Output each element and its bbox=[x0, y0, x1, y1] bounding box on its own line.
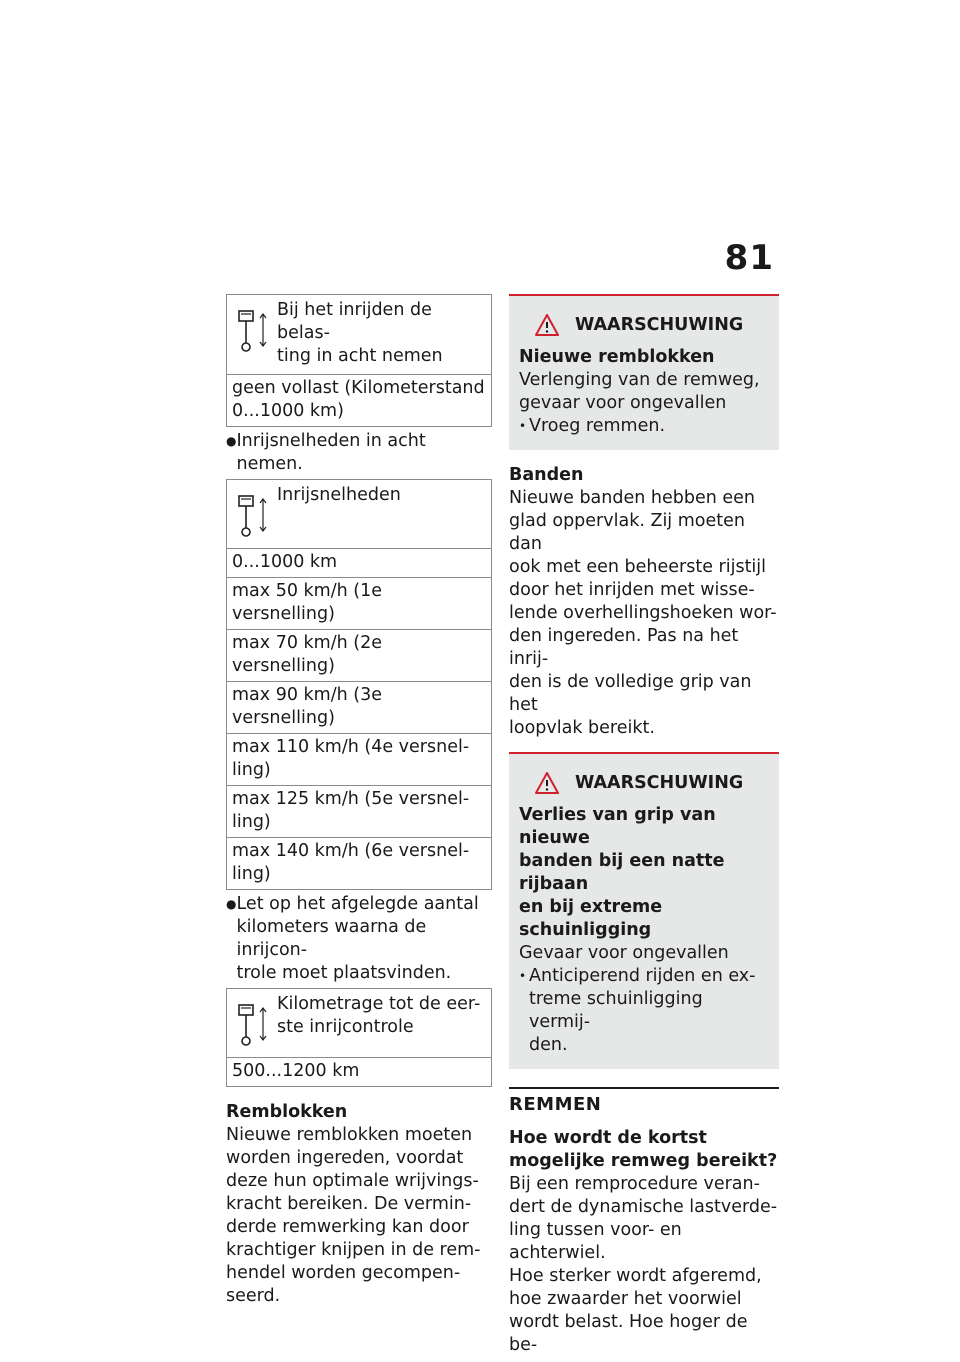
text-line: krachtiger knijpen in de rem- bbox=[226, 1240, 481, 1260]
box-row: max 90 km/h (3e versnelling) bbox=[227, 681, 491, 733]
bullet-line: trole moet plaatsvinden. bbox=[236, 963, 452, 983]
bullet-line: Anticiperend rijden en ex- bbox=[529, 966, 756, 986]
text-line: hendel worden gecompen- bbox=[226, 1263, 461, 1283]
warning-label: WAARSCHUWING bbox=[575, 773, 744, 793]
box-row-line: max 140 km/h (6e versnel- bbox=[232, 841, 470, 861]
text-line: Nieuwe remblokken moeten bbox=[226, 1125, 473, 1145]
text-line: lende overhellingshoeken wor- bbox=[509, 603, 777, 623]
text-line: Nieuwe banden hebben een bbox=[509, 488, 756, 508]
text-line: deze hun optimale wrijvings- bbox=[226, 1171, 479, 1191]
text-line: door het inrijden met wisse- bbox=[509, 580, 755, 600]
text-line: hoe zwaarder het voorwiel bbox=[509, 1289, 742, 1309]
warning-triangle-icon bbox=[535, 314, 559, 336]
text-line: loopvlak bereikt. bbox=[509, 718, 655, 738]
first-inspection-box bbox=[226, 988, 492, 1087]
text-line: den ingereden. Pas na het inrij- bbox=[509, 626, 739, 669]
bullet-line: kilometers waarna de inrijcon- bbox=[236, 917, 427, 960]
box-row bbox=[227, 785, 491, 837]
box-heading-line: ste inrijcontrole bbox=[277, 1017, 414, 1037]
box-row bbox=[227, 374, 491, 426]
box-row bbox=[227, 733, 491, 785]
warning-title-line: Verlies van grip van nieuwe bbox=[519, 805, 716, 848]
warning-title: Nieuwe remblokken bbox=[519, 347, 715, 367]
warning-text: Verlenging van de remweg, bbox=[519, 370, 760, 390]
warning-title-line: en bij extreme schuinligging bbox=[519, 897, 663, 940]
subsection-title-line: mogelijke remweg bereikt? bbox=[509, 1151, 778, 1171]
warning-text: gevaar voor ongevallen bbox=[519, 393, 727, 413]
bullet-text bbox=[236, 893, 492, 985]
text-line: wordt belast. Hoe hoger de be- bbox=[509, 1312, 748, 1355]
bullet-item bbox=[226, 893, 492, 985]
box-heading-line: ting in acht nemen bbox=[277, 346, 443, 366]
bullet-line: treme schuinligging vermij- bbox=[529, 989, 703, 1032]
text-line: den is de volledige grip van het bbox=[509, 672, 752, 715]
text-line: ook met een beheerste rijstijl bbox=[509, 557, 767, 577]
piston-icon bbox=[233, 490, 273, 542]
bullet-dot: • bbox=[519, 969, 527, 983]
bullet-dot: • bbox=[519, 419, 527, 433]
piston-icon bbox=[233, 305, 273, 357]
bullet-line: Let op het afgelegde aantal bbox=[236, 894, 479, 914]
box-row-line: max 110 km/h (4e versnel- bbox=[232, 737, 470, 757]
warning-triangle-icon bbox=[535, 772, 559, 794]
text-line: dert de dynamische lastverde- bbox=[509, 1197, 778, 1217]
box-heading-line: Kilometrage tot de eer- bbox=[277, 994, 481, 1014]
spacer bbox=[226, 1087, 492, 1101]
text-line: seerd. bbox=[226, 1286, 281, 1306]
piston-icon bbox=[233, 999, 273, 1051]
text-line: worden ingereden, voordat bbox=[226, 1148, 464, 1168]
warning-box-tyre-grip bbox=[509, 752, 779, 1069]
box-row: 500...1200 km bbox=[227, 1057, 491, 1086]
box-heading: Inrijsnelheden bbox=[277, 485, 401, 505]
bullet-text bbox=[529, 965, 769, 1057]
bullet-dot: ● bbox=[226, 897, 237, 911]
box-row: max 50 km/h (1e versnelling) bbox=[227, 577, 491, 629]
box-row-line: 0...1000 km) bbox=[232, 401, 344, 421]
bullet-dot: ● bbox=[226, 434, 237, 448]
text-line: ling tussen voor- en achterwiel. bbox=[509, 1220, 682, 1263]
running-in-load-box bbox=[226, 294, 492, 427]
tyres-paragraph bbox=[509, 487, 779, 740]
box-row-line: max 125 km/h (5e versnel- bbox=[232, 789, 470, 809]
box-row bbox=[227, 837, 491, 889]
warning-text: Gevaar voor ongevallen bbox=[519, 943, 729, 963]
subsection-title bbox=[509, 1127, 779, 1173]
text-line: glad oppervlak. Zij moeten dan bbox=[509, 511, 745, 554]
bullet-item bbox=[519, 415, 769, 438]
bullet-line: den. bbox=[529, 1035, 568, 1055]
warning-title-line: banden bij een natte rijbaan bbox=[519, 851, 725, 894]
bullet-item bbox=[519, 965, 769, 1057]
warning-label: WAARSCHUWING bbox=[575, 315, 744, 335]
box-row-line: ling) bbox=[232, 864, 271, 884]
right-column bbox=[509, 294, 779, 1357]
tyres-heading: Banden bbox=[509, 465, 584, 485]
bullet-text: Vroeg remmen. bbox=[529, 416, 666, 436]
box-row: max 70 km/h (2e versnelling) bbox=[227, 629, 491, 681]
brake-pads-heading: Remblokken bbox=[226, 1102, 348, 1122]
warning-box-brake-pads bbox=[509, 294, 779, 450]
box-row-line: ling) bbox=[232, 812, 271, 832]
section-divider bbox=[509, 1087, 779, 1117]
text-line: Hoe sterker wordt afgeremd, bbox=[509, 1266, 762, 1286]
text-line: kracht bereiken. De vermin- bbox=[226, 1194, 472, 1214]
bullet-item bbox=[226, 430, 492, 476]
section-title: REMMEN bbox=[509, 1094, 602, 1115]
box-row-line: geen vollast (Kilometerstand bbox=[232, 378, 485, 398]
text-line: derde remwerking kan door bbox=[226, 1217, 469, 1237]
running-in-speeds-box bbox=[226, 479, 492, 890]
braking-paragraph bbox=[509, 1173, 779, 1357]
text-line: Bij een remprocedure veran- bbox=[509, 1174, 760, 1194]
brake-pads-paragraph bbox=[226, 1124, 492, 1308]
box-row-line: ling) bbox=[232, 760, 271, 780]
box-row: 0...1000 km bbox=[227, 548, 491, 577]
bullet-text: Inrijsnelheden in acht nemen. bbox=[236, 431, 426, 474]
subsection-title-line: Hoe wordt de kortst bbox=[509, 1128, 707, 1148]
page-number: 81 bbox=[724, 238, 774, 278]
box-heading-line: Bij het inrijden de belas- bbox=[277, 300, 432, 343]
left-column bbox=[226, 294, 492, 1308]
